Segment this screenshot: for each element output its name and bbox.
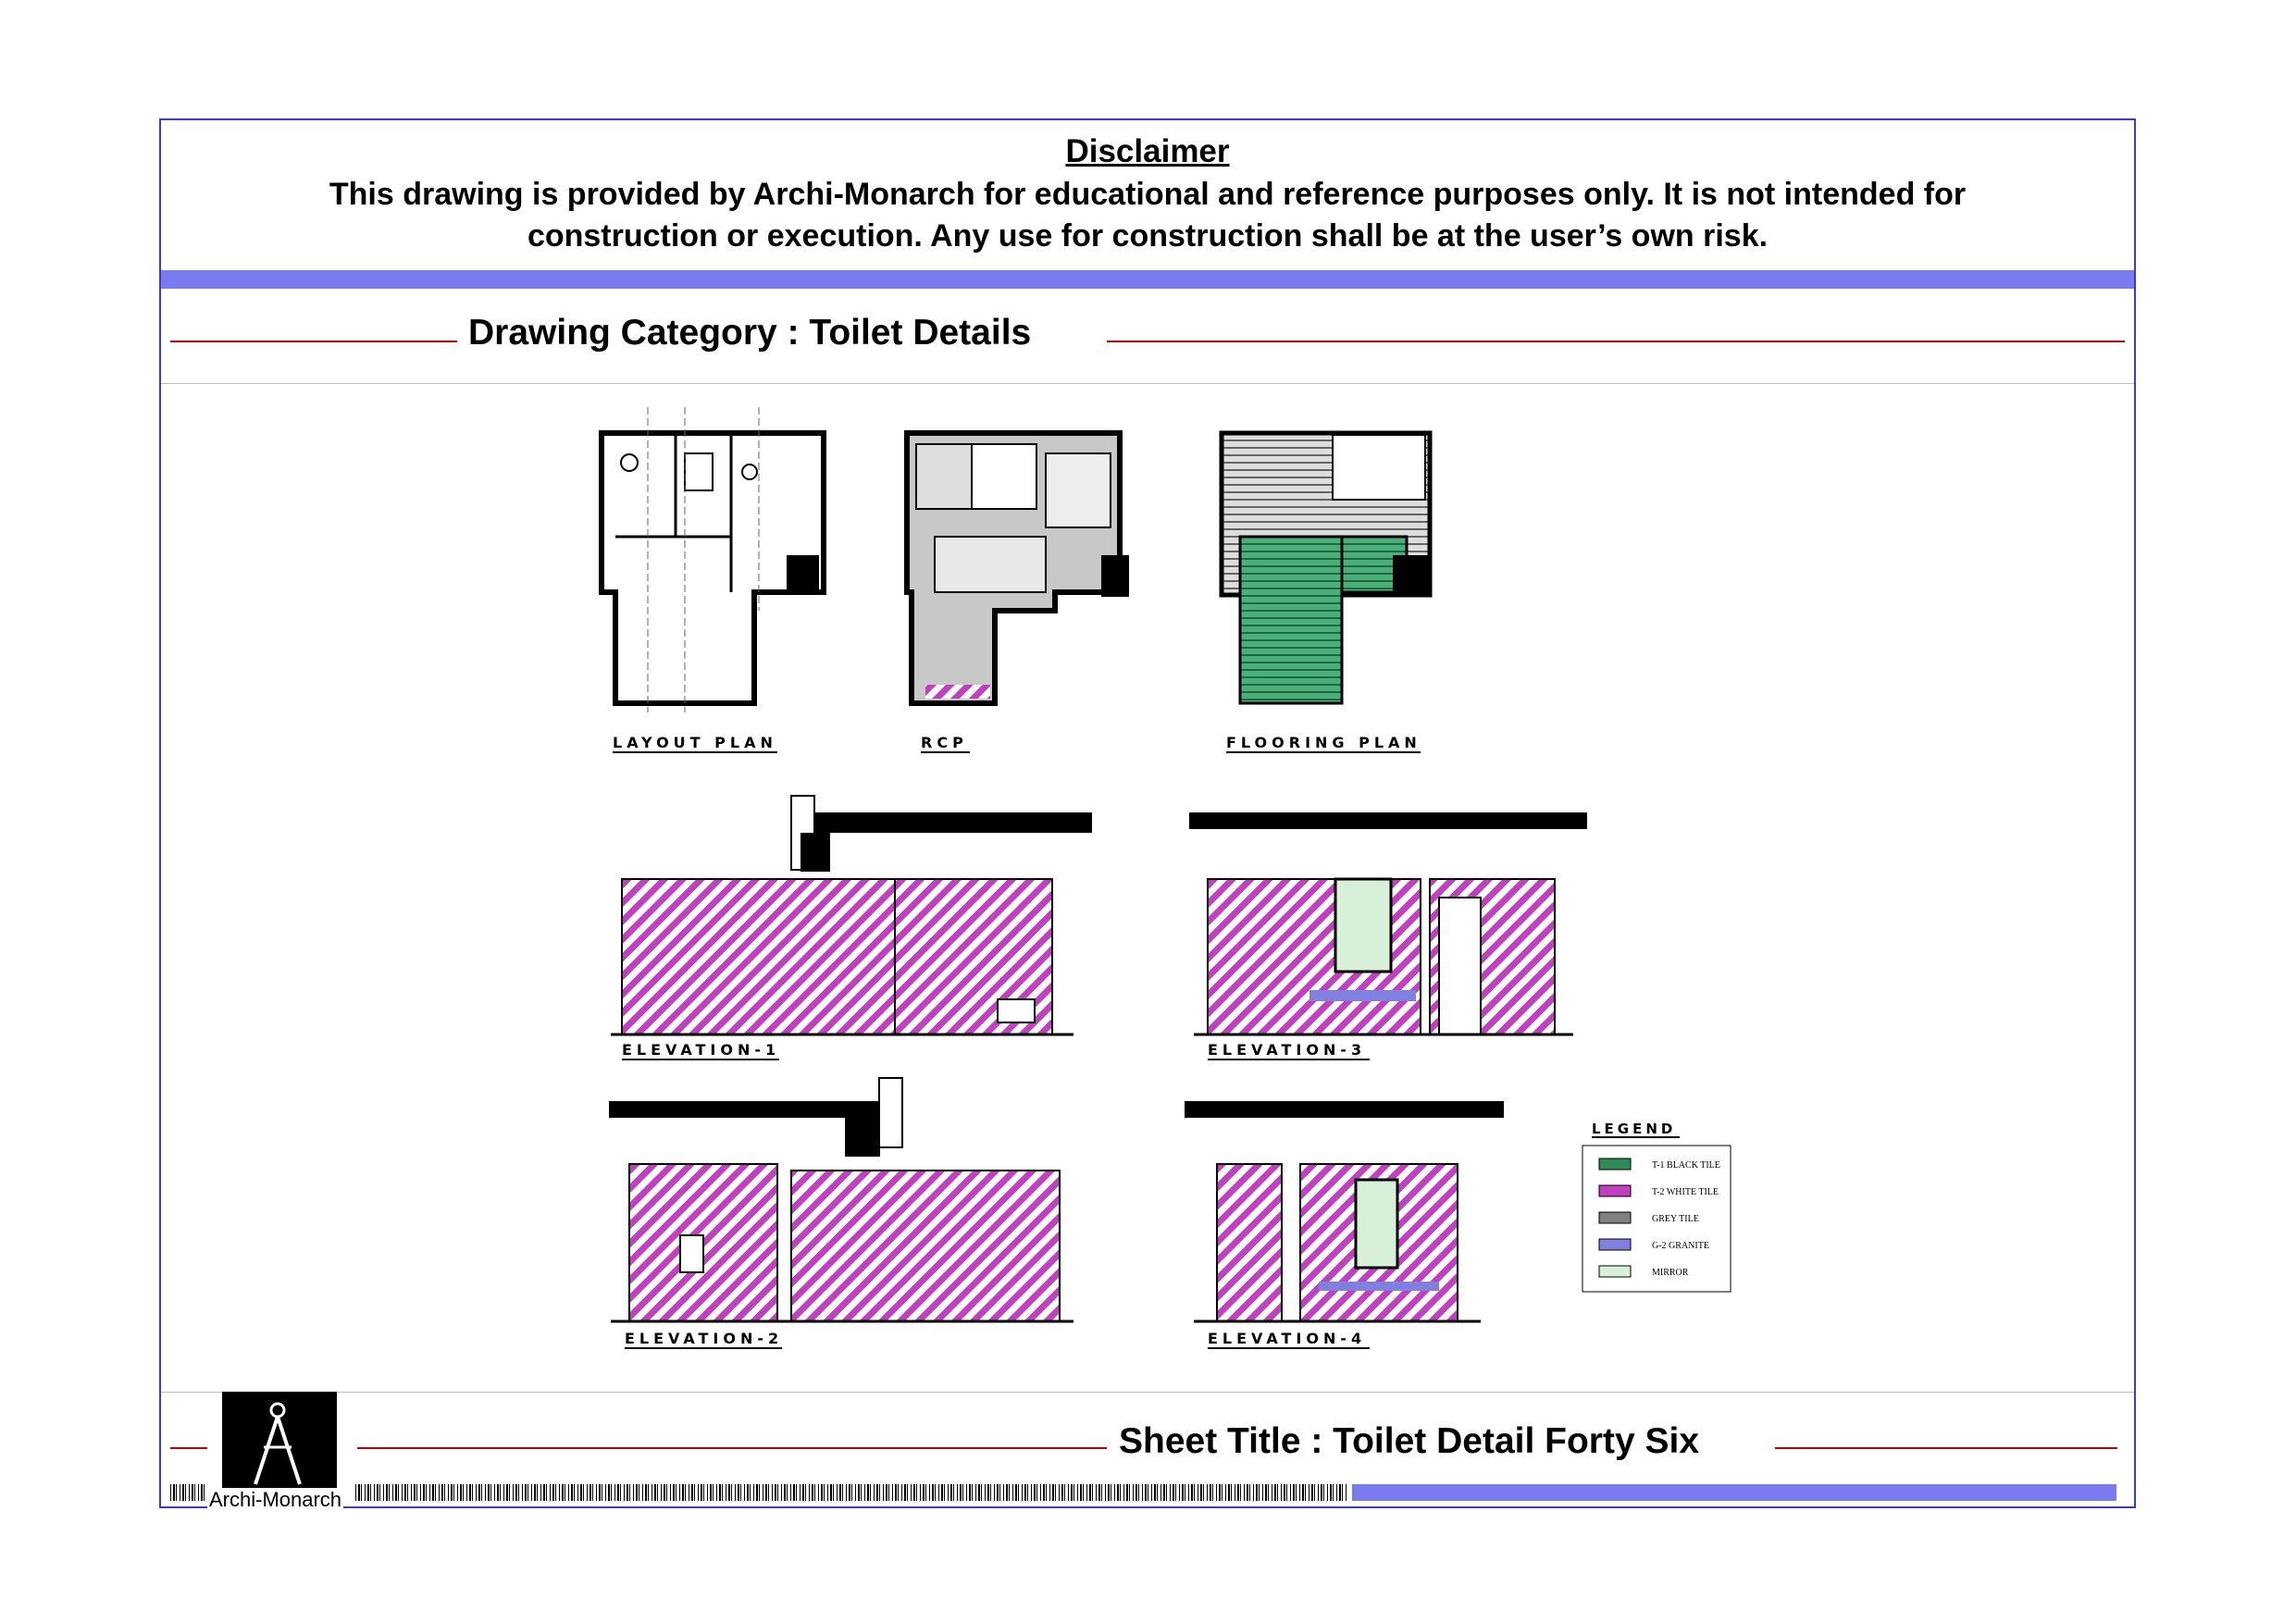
legend-item-label: T-1 BLACK TILE — [1652, 1160, 1720, 1171]
elevation-4 — [1185, 1101, 1504, 1348]
elevation-2 — [609, 1078, 1074, 1348]
legend — [1582, 1121, 1731, 1292]
drawing-category: Drawing Category : Toilet Details — [468, 313, 1032, 353]
rcp-label: RCP — [921, 734, 968, 751]
legend-swatch — [1599, 1185, 1631, 1196]
legend-swatch — [1599, 1158, 1631, 1170]
flooring-plan-label: FLOORING PLAN — [1226, 734, 1421, 751]
legend-item-label: G-2 GRANITE — [1652, 1241, 1709, 1251]
sheet-title: Sheet Title : Toilet Detail Forty Six — [1119, 1421, 1700, 1461]
legend-swatch — [1599, 1239, 1631, 1250]
legend-item-label: GREY TILE — [1652, 1214, 1699, 1224]
legend-swatch — [1599, 1212, 1631, 1223]
layout-plan-label: LAYOUT PLAN — [613, 734, 777, 751]
legend-item-label: T-2 WHITE TILE — [1652, 1187, 1719, 1197]
elevation-3-label: ELEVATION-3 — [1208, 1041, 1367, 1059]
elevation-3 — [1189, 812, 1587, 1059]
disclaimer-text: This drawing is provided by Archi-Monarch for educational and reference purposes only. It is not intended for construction or execution. Any use for construction shall be at the user’s own risk. — [329, 177, 1967, 254]
elevation-4-label: ELEVATION-4 — [1208, 1330, 1367, 1347]
rcp-plan — [907, 433, 1129, 752]
elevation-2-label: ELEVATION-2 — [625, 1330, 784, 1347]
elevation-1 — [611, 796, 1092, 1059]
flooring-plan — [1222, 433, 1430, 752]
legend-title: LEGEND — [1592, 1121, 1677, 1137]
elevation-1-label: ELEVATION-1 — [622, 1041, 781, 1059]
brand-name: Archi-Monarch — [209, 1488, 342, 1511]
legend-swatch — [1599, 1266, 1631, 1277]
disclaimer-title: Disclaimer — [1065, 133, 1230, 169]
legend-item-label: MIRROR — [1652, 1268, 1689, 1278]
layout-plan — [602, 407, 824, 752]
